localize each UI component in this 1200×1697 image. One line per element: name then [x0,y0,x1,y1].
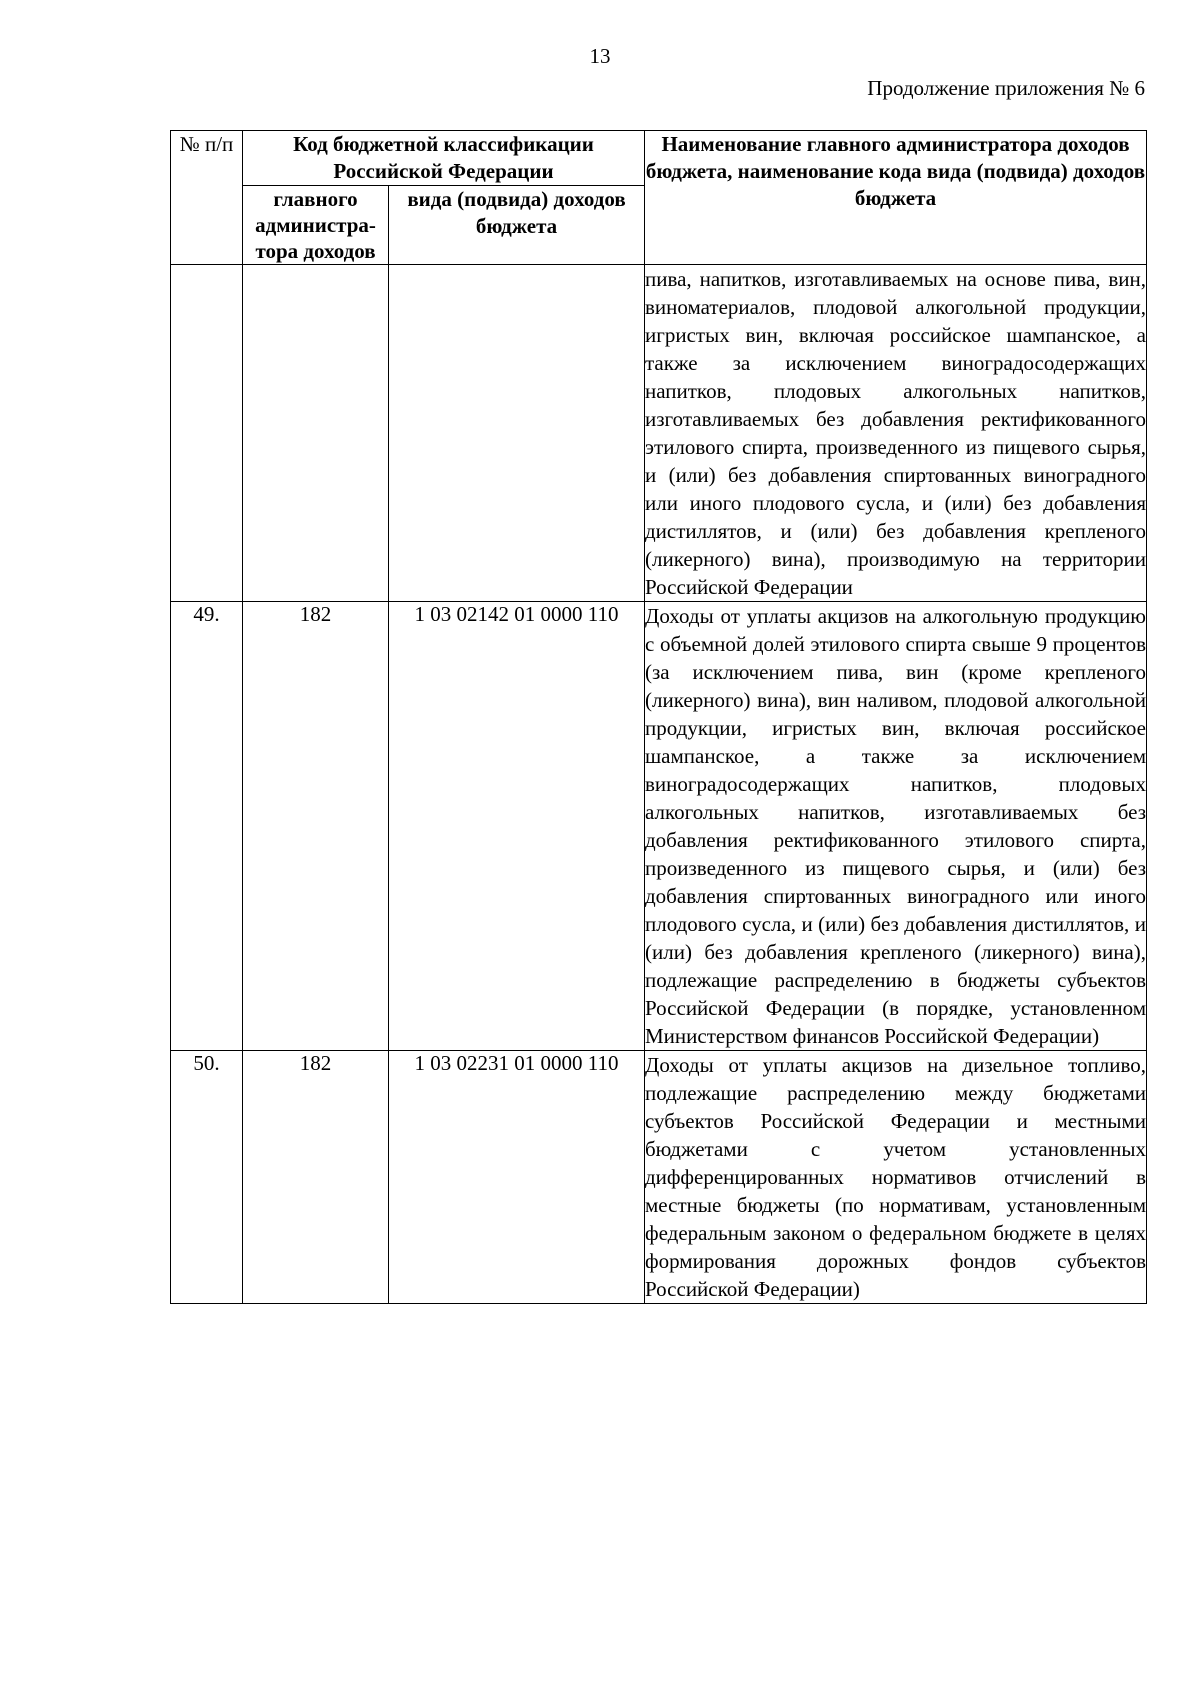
row-number [171,265,243,602]
row-income-code: 1 03 02142 01 0000 110 [389,602,645,1051]
row-number: 49. [171,602,243,1051]
row-admin-code: 182 [243,602,389,1051]
row-description: Доходы от уплаты акцизов на дизельное топливо, подлежащие распределению между бюджетами субъектов Российской Федерации и местными бюджетами с учетом установленных дифференцированных нормативов отчислений в местные бюджеты (по нормативам, установленным федеральным законом о федеральном бюджете в целях формирования дорожных фондов субъектов Российской Федерации) [645,1051,1147,1304]
header-main-administrator: главного администра-тора доходов [243,186,389,265]
header-income-kind: вида (подвида) доходов бюджета [389,186,645,265]
budget-classification-table [170,130,1147,1304]
row-admin-code [243,265,389,602]
header-administrator-name: Наименование главного администратора доходов бюджета, наименование кода вида (подвида) доходов бюджета [645,131,1147,265]
table-row [171,602,1147,1051]
header-row-number: № п/п [171,131,243,265]
row-description: Доходы от уплаты акцизов на алкогольную продукцию с объемной долей этилового спирта свыше 9 процентов (за исключением пива, вин (кроме крепленого (ликерного) вина), вин наливом, плодовой алкогольной продукции, игристых вин, включая российское шампанское, а также за исключением виноградосодержащих напитков, плодовых алкогольных напитков, изготавливаемых без добавления ректификованного этилового спирта, произведенного из пищевого сырья, и (или) без добавления спиртованных виноградного или иного плодового сусла, и (или) без добавления дистиллятов, и (или) без добавления крепленого (ликерного) вина), подлежащие распределению в бюджеты субъектов Российской Федерации (в порядке, установленном Министерством финансов Российской Федерации) [645,602,1147,1051]
header-classification-code: Код бюджетной классификации Российской Федерации [243,131,645,186]
row-income-code: 1 03 02231 01 0000 110 [389,1051,645,1304]
row-number: 50. [171,1051,243,1304]
row-income-code [389,265,645,602]
table-header-row [171,131,1147,186]
row-admin-code: 182 [243,1051,389,1304]
row-description: пива, напитков, изготавливаемых на основе пива, вин, виноматериалов, плодовой алкогольной продукции, игристых вин, включая российское шампанское, а также за исключением виноградосодержащих напитков, плодовых алкогольных напитков, изготавливаемых без добавления ректификованного этилового спирта, произведенного из пищевого сырья, и (или) без добавления спиртованных виноградного или иного плодового сусла, и (или) без добавления дистиллятов, и (или) без добавления крепленого (ликерного) вина), производимую на территории Российской Федерации [645,265,1147,602]
appendix-continuation-label: Продолжение приложения № 6 [867,76,1145,100]
page-number: 13 [589,44,611,68]
table-row [171,1051,1147,1304]
table-row [171,265,1147,602]
